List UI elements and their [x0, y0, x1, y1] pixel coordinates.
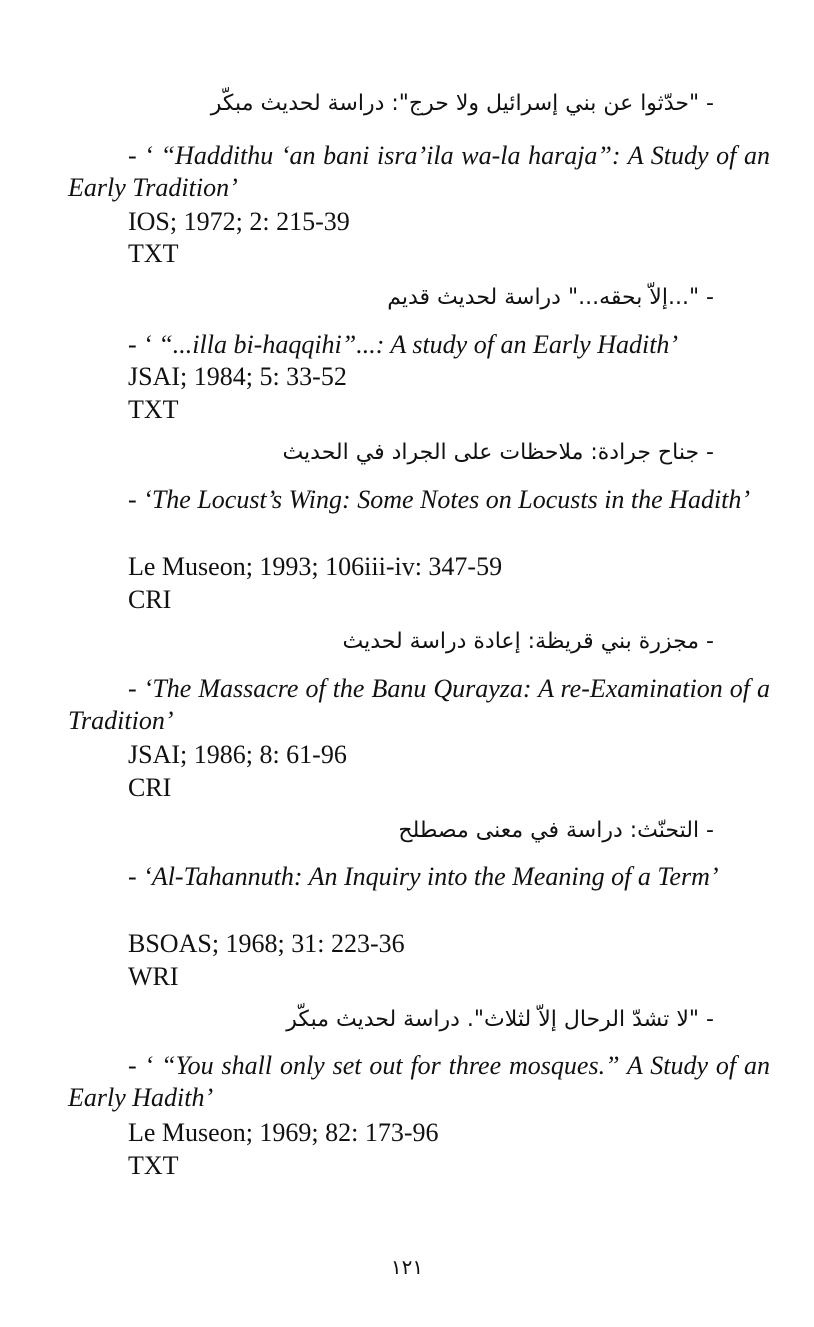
source-citation: Le Museon; 1993; 106iii-iv: 347-59 [128, 552, 503, 581]
english-title: - ‘ “...illa bi-haqqihi”...: A study of an Early Hadith’ [128, 330, 679, 359]
arabic-title: - "...إلاّ بحقه..." دراسة لحديث قديم [387, 285, 714, 310]
category-code: TXT [128, 239, 179, 268]
category-code: CRI [128, 773, 172, 802]
arabic-title: - "لا تشدّ الرحال إلاّ لثلاث". دراسة لحديث مبكّر [286, 1007, 714, 1032]
source-citation: BSOAS; 1968; 31: 223-36 [128, 929, 405, 958]
english-title: - ‘The Locust’s Wing: Some Notes on Locusts in the Hadith’ [128, 485, 751, 514]
english-title: - ‘ “Haddithu ‘an bani isra’ila wa-la haraja”: A Study of an Early Tradition’ [68, 141, 770, 202]
source-citation: JSAI; 1986; 8: 61-96 [128, 740, 347, 769]
english-title: - ‘The Massacre of the Banu Qurayza: A re-Examination of a Tradition’ [68, 674, 770, 735]
arabic-title: - جناح جرادة: ملاحظات على الجراد في الحديث [282, 440, 714, 465]
page-number: ١٢١ [390, 1255, 424, 1279]
category-code: TXT [128, 395, 179, 424]
arabic-title: - مجزرة بني قريظة: إعادة دراسة لحديث [342, 629, 714, 654]
source-citation: IOS; 1972; 2: 215-39 [128, 207, 350, 236]
arabic-title: - التحنّث: دراسة في معنى مصطلح [398, 818, 714, 843]
source-citation: Le Museon; 1969; 82: 173-96 [128, 1118, 439, 1147]
arabic-title: - "حدّثوا عن بني إسرائيل ولا حرج": دراسة لحديث مبكّر [210, 91, 714, 116]
category-code: WRI [128, 962, 179, 991]
category-code: TXT [128, 1151, 179, 1180]
category-code: CRI [128, 585, 172, 614]
source-citation: JSAI; 1984; 5: 33-52 [128, 362, 347, 391]
english-title: - ‘ “You shall only set out for three mosques.” A Study of an Early Hadith’ [68, 1051, 770, 1112]
english-title: - ‘Al-Tahannuth: An Inquiry into the Meaning of a Term’ [128, 862, 719, 891]
